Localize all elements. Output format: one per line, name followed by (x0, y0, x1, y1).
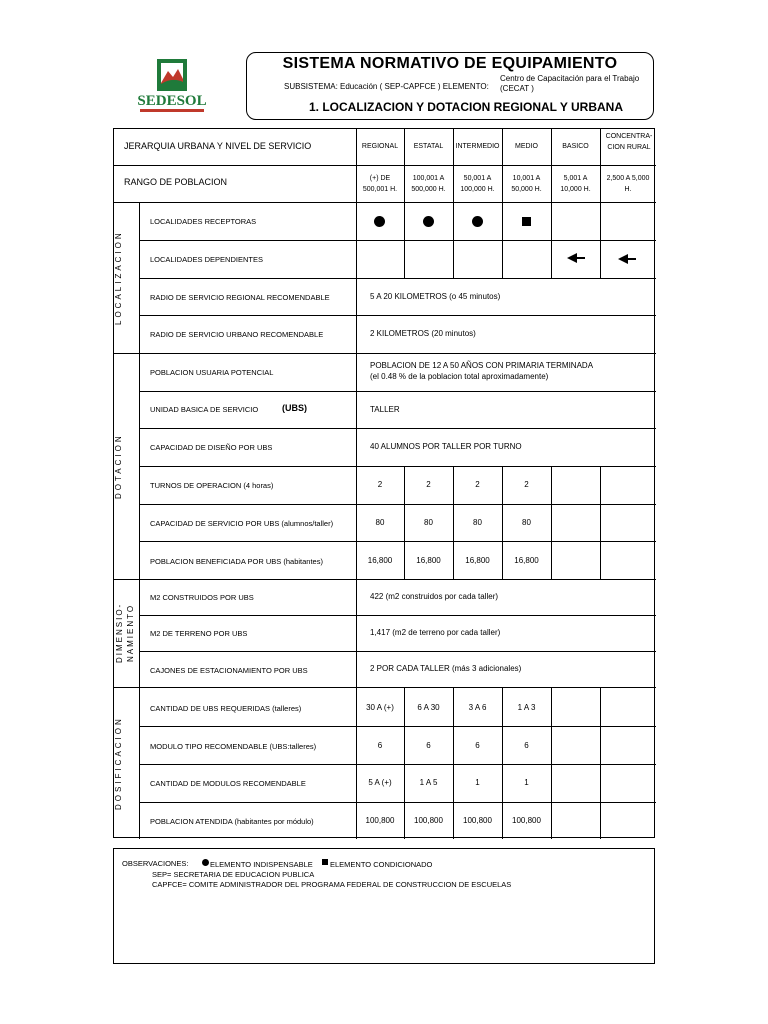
beneficiada-medio: 16,800 (514, 556, 539, 565)
row-ubs-label: UNIDAD BASICA DE SERVICIO (150, 405, 259, 414)
poblacion-usuaria-value-1: POBLACION DE 12 A 50 AÑOS CON PRIMARIA TERMINADA (370, 361, 594, 370)
population-label: RANGO DE POBLACION (124, 177, 228, 187)
row-cantidad-modulos-label: CANTIDAD DE MODULOS RECOMENDABLE (150, 779, 306, 788)
row-m2-construidos-label: M2 CONSTRUIDOS POR UBS (150, 593, 254, 602)
cajones-value: 2 POR CADA TALLER (más 3 adicionales) (370, 664, 522, 673)
atendida-estatal: 100,800 (414, 816, 443, 825)
turnos-regional: 2 (377, 480, 383, 489)
col-concentracion-rural: CONCENTRA-CION RURAL (605, 133, 653, 151)
cantidad-ubs-intermedio: 3 A 6 (468, 703, 487, 712)
col-medio: MEDIO (515, 143, 538, 150)
col-regional: REGIONAL (361, 143, 399, 150)
col-basico: BASICO (562, 143, 589, 150)
atendida-medio: 100,800 (512, 816, 541, 825)
range-medio: 10,001 A 50,000 H. (511, 175, 542, 193)
cantidad-modulos-intermedio: 1 (475, 778, 480, 787)
row-cajones-label: CAJONES DE ESTACIONAMIENTO POR UBS (150, 666, 308, 675)
turnos-medio: 2 (524, 480, 529, 489)
legend-indispensable: ELEMENTO INDISPENSABLE (210, 860, 313, 869)
row-radio-regional-label: RADIO DE SERVICIO REGIONAL RECOMENDABLE (150, 293, 330, 302)
legend-condicionado: ELEMENTO CONDICIONADO (330, 860, 433, 869)
cantidad-modulos-regional: 5 A (+) (368, 778, 392, 787)
cantidad-ubs-estatal: 6 A 30 (417, 703, 440, 712)
section-dotacion: DOTACION (114, 433, 123, 499)
indispensable-dot-icon (374, 216, 385, 227)
section-dosificacion: DOSIFICACION (114, 716, 123, 810)
capacidad-servicio-medio: 80 (522, 518, 531, 527)
beneficiada-regional: 16,800 (367, 556, 393, 565)
capacidad-diseno-value: 40 ALUMNOS POR TALLER POR TURNO (370, 442, 522, 451)
observaciones-label: OBSERVACIONES: (122, 859, 189, 868)
arrow-left-icon (618, 254, 636, 264)
condicionado-square-icon (322, 859, 328, 865)
indispensable-dot-icon (423, 216, 434, 227)
range-estatal: 100,001 A 500,000 H. (411, 175, 446, 193)
page-title: SISTEMA NORMATIVO DE EQUIPAMIENTO (282, 55, 618, 72)
beneficiada-estatal: 16,800 (416, 556, 441, 565)
row-atendida-label: POBLACION ATENDIDA (habitantes por módulo) (150, 817, 314, 826)
section-title: 1. LOCALIZACION Y DOTACION REGIONAL Y URBANA (308, 100, 624, 114)
row-cantidad-ubs-label: CANTIDAD DE UBS REQUERIDAS (talleres) (150, 704, 302, 713)
modulo-tipo-intermedio: 6 (475, 741, 480, 750)
subsystem-label: SUBSISTEMA: Educación ( SEP-CAPFCE ) ELEMENTO: (284, 82, 489, 91)
cantidad-modulos-estatal: 1 A 5 (419, 778, 438, 787)
row-capacidad-servicio-label: CAPACIDAD DE SERVICIO POR UBS (alumnos/taller) (150, 519, 334, 528)
obs-line-capfce: CAPFCE= COMITE ADMINISTRADOR DEL PROGRAMA FEDERAL DE CONSTRUCCION DE ESCUELAS (152, 880, 512, 889)
obs-line-sep: SEP= SECRETARIA DE EDUCACION PUBLICA (152, 870, 315, 879)
capacidad-servicio-intermedio: 80 (473, 518, 482, 527)
range-regional: (+) DE 500,001 H. (362, 175, 398, 193)
row-m2-terreno-label: M2 DE TERRENO POR UBS (150, 629, 248, 638)
hierarchy-label: JERARQUIA URBANA Y NIVEL DE SERVICIO (124, 141, 312, 151)
ubs-tag: (UBS) (282, 403, 307, 413)
range-basico: 5,001 A 10,000 H. (560, 175, 591, 193)
indispensable-dot-icon (202, 859, 209, 866)
observaciones-box (113, 848, 655, 964)
poblacion-usuaria-value-2: (el 0.48 % de la poblacion total aproximadamente) (370, 372, 549, 381)
turnos-estatal: 2 (426, 480, 431, 489)
m2-construidos-value: 422 (m2 construidos por cada taller) (370, 592, 499, 601)
ubs-value: TALLER (370, 405, 400, 414)
modulo-tipo-estatal: 6 (426, 741, 431, 750)
cantidad-ubs-medio: 1 A 3 (517, 703, 536, 712)
row-turnos-label: TURNOS DE OPERACION (4 horas) (150, 481, 274, 490)
range-intermedio: 50,001 A 100,000 H. (460, 175, 495, 193)
radio-regional-value: 5 A 20 KILOMETROS (o 45 minutos) (370, 292, 501, 301)
row-receptoras-label: LOCALIDADES RECEPTORAS (150, 217, 257, 226)
cantidad-modulos-medio: 1 (524, 778, 529, 787)
sedesol-logo (130, 55, 220, 120)
atendida-regional: 100,800 (365, 816, 395, 825)
capacidad-servicio-regional: 80 (375, 518, 385, 527)
section-dimensionamiento: DIMENSIO-NAMIENTO (115, 602, 135, 664)
col-estatal: ESTATAL (413, 143, 444, 150)
main-table (113, 128, 655, 838)
beneficiada-intermedio: 16,800 (465, 556, 490, 565)
element-name: Centro de Capacitación para el Trabajo (CECAT ) (500, 74, 640, 93)
arrow-left-icon (567, 253, 585, 263)
turnos-intermedio: 2 (475, 480, 480, 489)
col-intermedio: INTERMEDIO (455, 143, 500, 150)
m2-terreno-value: 1,417 (m2 de terreno por cada taller) (370, 628, 501, 637)
sedesol-emblem-icon (130, 55, 220, 120)
row-dependientes-label: LOCALIDADES DEPENDIENTES (150, 255, 263, 264)
indispensable-dot-icon (472, 216, 483, 227)
range-concentracion: 2,500 A 5,000 H. (606, 175, 650, 193)
condicionado-square-icon (522, 217, 531, 226)
modulo-tipo-medio: 6 (524, 741, 529, 750)
atendida-intermedio: 100,800 (463, 816, 492, 825)
capacidad-servicio-estatal: 80 (424, 518, 433, 527)
radio-urbano-value: 2 KILOMETROS (20 minutos) (370, 329, 476, 338)
row-modulo-tipo-label: MODULO TIPO RECOMENDABLE (UBS:talleres) (150, 742, 317, 751)
modulo-tipo-regional: 6 (377, 741, 383, 750)
row-capacidad-diseno-label: CAPACIDAD DE DISEÑO POR UBS (150, 443, 273, 452)
section-localizacion: LOCALIZACION (114, 230, 123, 325)
cantidad-ubs-regional: 30 A (+) (366, 703, 394, 712)
svg-text:SEDESOL: SEDESOL (137, 93, 207, 109)
row-poblacion-usuaria-label: POBLACION USUARIA POTENCIAL (150, 368, 274, 377)
row-radio-urbano-label: RADIO DE SERVICIO URBANO RECOMENDABLE (150, 330, 324, 339)
row-beneficiada-label: POBLACION BENEFICIADA POR UBS (habitantes) (150, 557, 323, 566)
